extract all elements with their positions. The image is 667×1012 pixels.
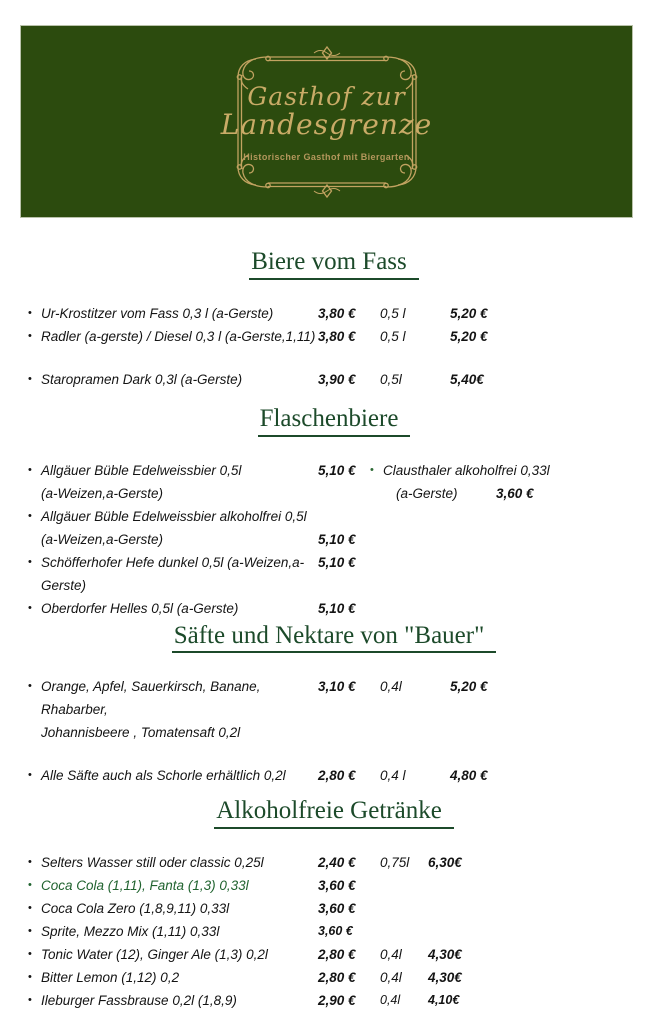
section-heading xyxy=(28,405,640,437)
item-volume: 0,75l xyxy=(380,855,410,870)
menu-item-row-continuation xyxy=(28,482,370,505)
bullet-icon: • xyxy=(28,329,32,342)
item-name-line2: Johannisbeere , Tomatensaft 0,2l xyxy=(41,725,241,741)
menu-item-row xyxy=(28,874,640,897)
bullet-icon: • xyxy=(28,994,32,1006)
menu-item-row xyxy=(28,897,640,920)
item-name: Schöfferhofer Hefe dunkel 0,5l (a-Weizen,a-Gerste) xyxy=(41,554,305,593)
item-name: Oberdorfer Helles 0,5l (a-Gerste) xyxy=(41,600,239,616)
item-price-large: 4,30€ xyxy=(428,947,462,962)
item-name xyxy=(41,675,318,744)
bullet-icon: • xyxy=(28,680,32,693)
bullet-icon: • xyxy=(28,555,32,568)
section-heading xyxy=(28,797,640,829)
item-volume: 0,5 l xyxy=(380,305,406,321)
item-price-small: 3,60 € xyxy=(496,485,534,501)
item-price-small: 5,10 € xyxy=(318,531,356,547)
bullet-icon: • xyxy=(28,948,32,960)
item-price-large: 5,20 € xyxy=(450,305,488,321)
item-price-large: 6,30€ xyxy=(428,855,462,870)
section-title: Biere vom Fass xyxy=(249,248,419,280)
bullet-icon: • xyxy=(28,509,32,522)
item-price-small: 3,10 € xyxy=(318,679,356,695)
item-price-small: 5,10 € xyxy=(318,462,356,478)
item-price-large: 4,10€ xyxy=(428,993,460,1007)
menu-item-row xyxy=(28,302,640,325)
banner-subtitle: Historischer Gasthof mit Biergarten xyxy=(243,152,410,163)
item-name: Tonic Water (12), Ginger Ale (1,3) 0,2l xyxy=(41,947,268,962)
menu-item-row xyxy=(28,551,370,597)
item-price-small: 3,60 € xyxy=(318,924,353,938)
section-heading xyxy=(28,248,640,280)
item-name: Allgäuer Büble Edelweissbier 0,5l xyxy=(41,462,242,478)
flaschenbiere-right-column xyxy=(370,459,640,620)
item-name: Ur-Krostitzer vom Fass 0,3 l (a-Gerste) xyxy=(41,305,274,321)
item-price-small: 2,80 € xyxy=(318,970,356,985)
item-price-small: 5,10 € xyxy=(318,600,356,616)
menu-item-row xyxy=(28,597,370,620)
header-banner xyxy=(20,25,633,218)
item-price-small: 3,80 € xyxy=(318,328,356,344)
item-price-large: 5,20 € xyxy=(450,679,488,695)
item-name: Bitter Lemon (1,12) 0,2 xyxy=(41,970,180,985)
menu-content xyxy=(28,238,640,1012)
item-price-small: 3,60 € xyxy=(318,901,356,916)
banner-title-line1: Gasthof zur xyxy=(247,81,406,111)
item-price-small: 5,10 € xyxy=(318,554,356,570)
menu-item-row xyxy=(28,368,640,391)
bullet-icon: • xyxy=(28,856,32,868)
item-allergens: (a-Weizen,a-Gerste) xyxy=(41,485,164,501)
section-heading xyxy=(28,622,640,654)
bullet-icon: • xyxy=(28,971,32,983)
section-biere-vom-fass xyxy=(28,248,640,391)
bullet-icon: • xyxy=(28,902,32,914)
item-price-small: 2,80 € xyxy=(318,768,356,784)
spacer xyxy=(28,348,640,368)
header-banner-inner xyxy=(21,26,632,217)
spacer xyxy=(28,744,640,764)
item-volume: 0,5 l xyxy=(380,328,406,344)
menu-item-row xyxy=(28,505,370,528)
item-name: Coca Cola (1,11), Fanta (1,3) 0,33l xyxy=(41,878,249,893)
section-alkoholfreie-getraenke xyxy=(28,797,640,1012)
banner-title-line2: Landesgrenze xyxy=(220,108,433,142)
menu-item-row xyxy=(28,764,640,787)
section-title: Alkoholfreie Getränke xyxy=(214,797,454,829)
item-price-large: 5,40€ xyxy=(450,371,484,387)
item-name: Sprite, Mezzo Mix (1,11) 0,33l xyxy=(41,924,220,939)
bullet-icon: • xyxy=(28,306,32,319)
item-volume: 0,4 l xyxy=(380,768,406,784)
item-price-small: 3,60 € xyxy=(318,878,356,893)
item-price-large: 4,30€ xyxy=(428,970,462,985)
menu-item-row xyxy=(28,325,640,348)
item-volume: 0,4l xyxy=(380,679,402,695)
item-name: Staropramen Dark 0,3l (a-Gerste) xyxy=(41,371,243,387)
item-name: Allgäuer Büble Edelweissbier alkoholfrei 0,5l xyxy=(41,508,307,524)
item-name: Selters Wasser still oder classic 0,25l xyxy=(41,855,264,870)
item-price-large: 4,80 € xyxy=(450,768,488,784)
menu-item-row-continuation xyxy=(370,482,640,505)
menu-item-row xyxy=(28,943,640,966)
item-name: Clausthaler alkoholfrei 0,33l xyxy=(383,462,550,478)
item-price-small: 2,90 € xyxy=(318,993,356,1008)
bullet-icon: • xyxy=(28,769,32,782)
menu-item-row xyxy=(28,989,640,1012)
section-flaschenbiere xyxy=(28,405,640,620)
banner-text-block xyxy=(221,83,432,162)
menu-item-row xyxy=(28,459,370,482)
section-saefte xyxy=(28,622,640,788)
section-title: Säfte und Nektare von "Bauer" xyxy=(172,622,497,654)
flaschenbiere-columns xyxy=(28,459,640,620)
flaschenbiere-left-column xyxy=(28,459,370,620)
item-price-large: 5,20 € xyxy=(450,328,488,344)
menu-item-row xyxy=(28,966,640,989)
item-name: Ileburger Fassbrause 0,2l (1,8,9) xyxy=(41,993,237,1008)
bullet-icon: • xyxy=(28,372,32,385)
item-volume: 0,4l xyxy=(380,993,401,1007)
item-volume: 0,4l xyxy=(380,970,402,985)
item-name: Coca Cola Zero (1,8,9,11) 0,33l xyxy=(41,901,230,916)
bullet-icon: • xyxy=(28,925,32,937)
menu-item-row xyxy=(28,920,640,943)
menu-item-row xyxy=(370,459,640,482)
menu-item-row xyxy=(28,851,640,874)
bullet-icon: • xyxy=(28,879,32,891)
item-price-small: 2,80 € xyxy=(318,947,356,962)
item-name: Alle Säfte auch als Schorle erhältlich 0,2l xyxy=(41,768,286,784)
menu-item-row xyxy=(28,675,640,744)
bullet-icon: • xyxy=(28,601,32,614)
bullet-icon: • xyxy=(28,463,32,476)
item-price-small: 3,80 € xyxy=(318,305,356,321)
menu-item-row-continuation xyxy=(28,528,370,551)
item-name: Radler (a-gerste) / Diesel 0,3 l (a-Gerste,1,11) xyxy=(41,328,316,344)
item-name-line1: Orange, Apfel, Sauerkirsch, Banane, Rhabarber, xyxy=(41,679,261,718)
item-price-small: 3,90 € xyxy=(318,371,356,387)
item-volume: 0,5l xyxy=(380,371,402,387)
bullet-icon: • xyxy=(370,463,374,476)
item-price-small: 2,40 € xyxy=(318,855,356,870)
item-volume: 0,4l xyxy=(380,947,402,962)
item-allergens: (a-Weizen,a-Gerste) xyxy=(41,531,164,547)
item-allergens: (a-Gerste) xyxy=(396,485,458,501)
section-title: Flaschenbiere xyxy=(258,405,411,437)
